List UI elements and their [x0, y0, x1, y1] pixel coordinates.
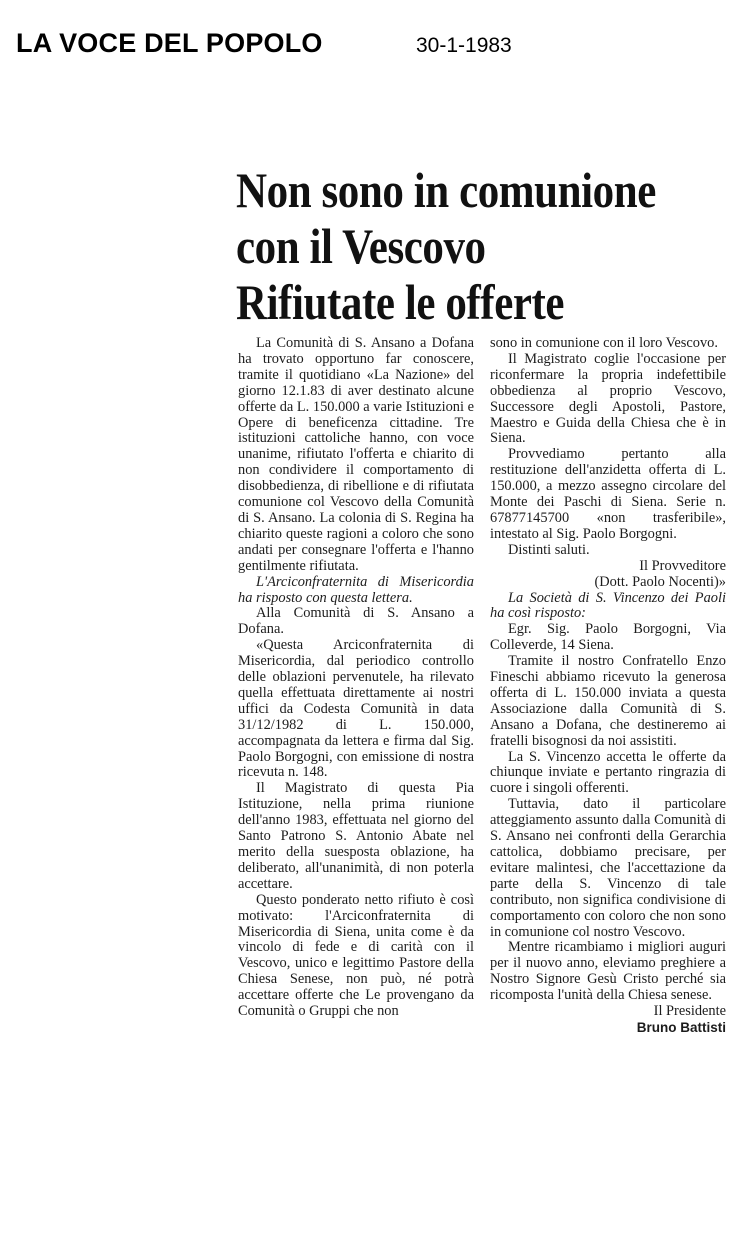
paragraph-salutation: Alla Comunità di S. Ansano a Dofana. [238, 605, 474, 638]
headline-line-2: con il Vescovo [236, 218, 486, 274]
publication-date: 30-1-1983 [416, 34, 512, 57]
paragraph-vincenzo-1: Tramite il nostro Confratello Enzo Fineschi abbiamo ricevuto la generosa offerta di L. 150.000 inviata a questa Associazione dalla Comunità di S. Ansano a Dofana, che destineremo ai fratelli bisognosi da noi assistiti. [490, 653, 726, 749]
paragraph-letter-1: «Questa Arciconfraternita di Misericordia, dal periodico controllo delle oblazioni pervenutele, ha rilevato quella effettuata direttamente ai nostri uffici da Codesta Comunità in data 31/12/1982 di L. 150.000, accompagnata da lettera e firma dal Sig. Paolo Borgogni, con emissione di nostra ricevuta n. 148. [238, 637, 474, 781]
newspaper-masthead: LA VOCE DEL POPOLO [16, 28, 323, 58]
paragraph-vincenzo-4: Mentre ricambiamo i migliori auguri per il nuovo anno, eleviamo preghiere a Nostro Signore Gesù Cristo perché sia ricomposta l'unità della Chiesa senese. [490, 939, 726, 1004]
signature-role-provveditore: Il Provveditore [639, 557, 726, 574]
paragraph-vincenzo-3: Tuttavia, dato il particolare atteggiamento assunto dalla Comunità di S. Ansano nei confronti della Gerarchia cattolica, dobbiamo precisare, per evitare malintesi, che l'accettazione da parte della S. Vincenzo di tale contributo, non significa condivisione di comportamento con coloro che non sono in comunione col nostro Vescovo. [490, 796, 726, 940]
paragraph-letter-2: Il Magistrato di questa Pia Istituzione, nella prima riunione dell'anno 1983, effettuata nel giorno del Santo Patrono S. Antonio Abate nel merito della suesposta oblazione, ha deliberato, all'unanimità, di non poterla accettare. [238, 780, 474, 892]
signature-name-provveditore: (Dott. Paolo Nocenti)» [594, 573, 726, 590]
paragraph-magistrato: Il Magistrato coglie l'occasione per riconfermare la propria indefettibile obbedienza al proprio Vescovo, Successore degli Apostoli, Pastore, Maestro e Guida della Chiesa che è in Siena. [490, 350, 726, 447]
paragraph-continuation: sono in comunione con il loro Vescovo. [490, 335, 718, 351]
paragraph-vincenzo-address: Egr. Sig. Paolo Borgogni, Via Colleverde, 14 Siena. [490, 621, 726, 654]
paragraph-vincenzo-2: La S. Vincenzo accetta le offerte da chiunque inviate e pertanto ringrazia di cuore i singoli offerenti. [490, 748, 726, 797]
paragraph-restituzione: Provvediamo pertanto alla restituzione dell'anzidetta offerta di L. 150.000, a mezzo assegno circolare del Monte dei Paschi di Siena. Serie n. 67877145700 «non trasferibile», intestato al Sig. Paolo Borgogni. [490, 446, 726, 542]
headline-line-3: Rifiutate le offerte [236, 274, 565, 330]
article-right-column [490, 336, 726, 1036]
signature-name-presidente: Bruno Battisti [636, 1019, 726, 1035]
paragraph-saluti: Distinti saluti. [508, 541, 590, 558]
paragraph-vincenzo-intro: La Società di S. Vincenzo dei Paoli ha così risposto: [490, 589, 726, 622]
article-left-column [238, 336, 474, 1020]
paragraph-intro: La Comunità di S. Ansano a Dofana ha trovato opportuno far conoscere, tramite il quotidiano «La Nazione» del giorno 12.1.83 di aver destinato alcune offerte da L. 150.000 a varie Istituzioni e Opere di beneficenza cittadine. Tre istituzioni cattoliche hanno, con voce unanime, rifiutato l'offerta e chiarito di non condividere il comportamento di disobbedienza, di ribellione e di rifiutata comunione col Vescovo della Comunità di S. Ansano. La colonia di S. Regina ha chiarito queste ragioni a coloro che sono andati per consegnare l'offerta e l'hanno gentilmente rifiutata. [238, 335, 474, 574]
article-headline [236, 162, 666, 330]
paragraph-misericordia-intro: L'Arciconfraternita di Misericordia ha risposto con questa lettera. [238, 573, 474, 606]
paragraph-letter-3: Questo ponderato netto rifiuto è così motivato: l'Arciconfraternita di Misericordia di Siena, unita come è da vincolo di fede e di carità con il Vescovo, unico e legittimo Pastore della Chiesa Senese, non può, né potrà accettare offerte che Le provengano da Comunità o Gruppi che non [238, 891, 474, 1020]
headline-line-1: Non sono in comunione [236, 162, 656, 218]
signature-role-presidente: Il Presidente [653, 1003, 726, 1020]
